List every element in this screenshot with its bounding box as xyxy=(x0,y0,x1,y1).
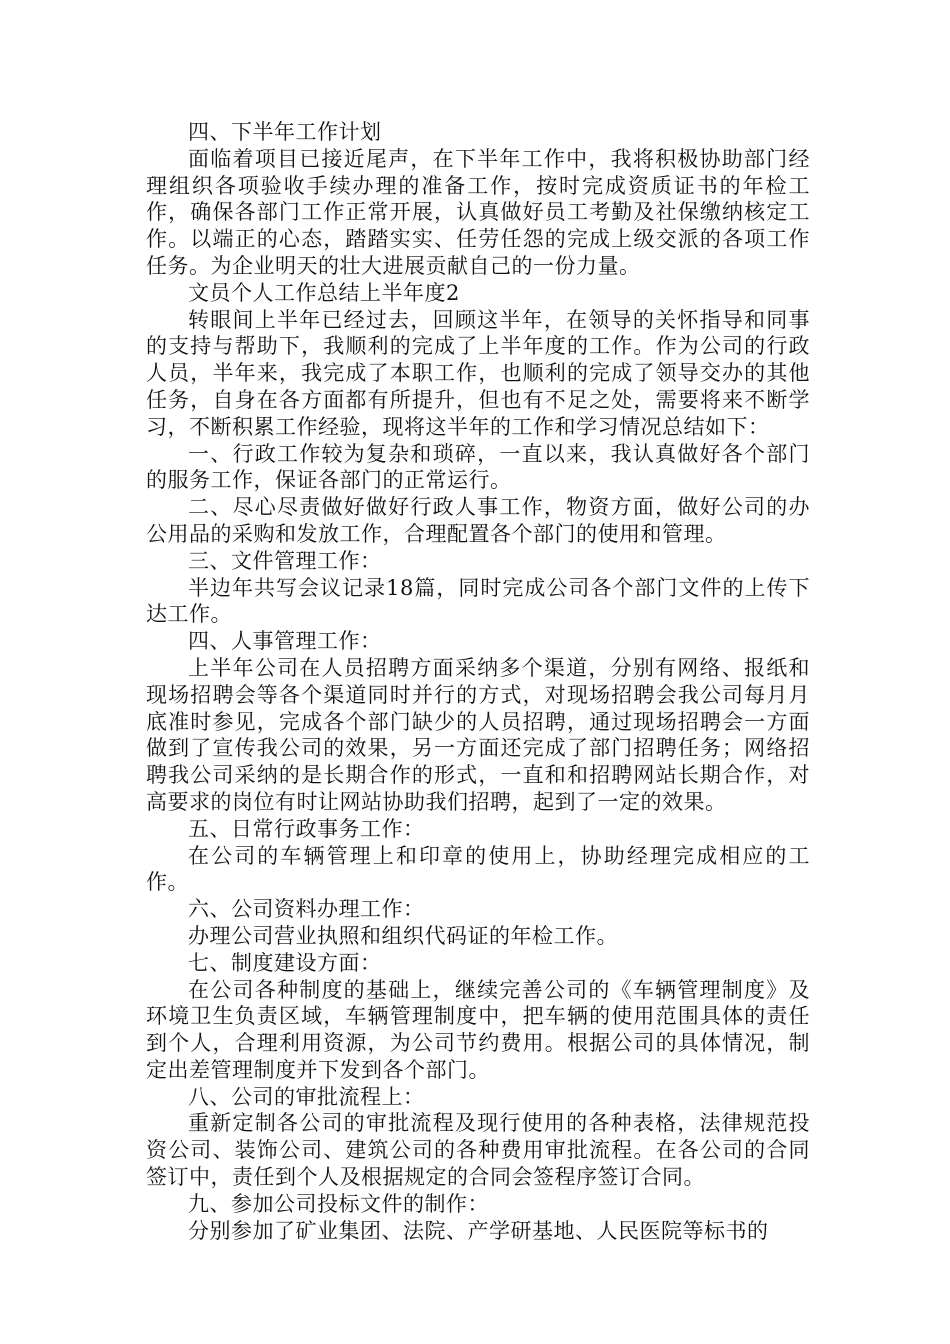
paragraph: 重新定制各公司的审批流程及现行使用的各种表格，法律规范投资公司、装饰公司、建筑公司的各种费用审批流程。在各公司的合同签订中，责任到个人及根据规定的合同会签程序签订合同。 xyxy=(146,1111,810,1190)
section-heading-plan: 四、下半年工作计划 xyxy=(188,120,382,144)
section-heading: 七、制度建设方面： xyxy=(188,950,382,975)
paragraph: 在公司各种制度的基础上，继续完善公司的《车辆管理制度》及环境卫生负责区域，车辆管理制度中，把车辆的使用范围具体的责任到个人，合理利用资源，为公司节约费用。根据公司的具体情况，制定出差管理制度并下发到各个部门。 xyxy=(146,977,810,1082)
paragraph: 上半年公司在人员招聘方面采纳多个渠道，分别有网络、报纸和现场招聘会等各个渠道同时并行的方式，对现场招聘会我公司每月月底准时参见，完成各个部门缺少的人员招聘，通过现场招聘会一方面做到了宣传我公司的效果，另一方面还完成了部门招聘任务；网络招聘我公司采纳的是长期合作的形式，一直和和招聘网站长期合作，对高要求的岗位有时让网站协助我们招聘，起到了一定的效果。 xyxy=(146,655,810,814)
section-heading: 八、公司的审批流程上： xyxy=(188,1084,425,1109)
paragraph: 办理公司营业执照和组织代码证的年检工作。 xyxy=(188,923,618,948)
section-heading: 五、日常行政事务工作： xyxy=(188,816,425,841)
paragraph: 面临着项目已接近尾声，在下半年工作中，我将积极协助部门经理组织各项验收手续办理的准备工作，按时完成资质证书的年检工作，确保各部门工作正常开展，认真做好员工考勤及社保缴纳核定工作。以端正的心态，踏踏实实、任劳任怨的完成上级交派的各项工作任务。为企业明天的壮大进展贡献自己的一份力量。 xyxy=(146,146,810,278)
paragraph: 分别参加了矿业集团、法院、产学研基地、人民医院等标书的 xyxy=(188,1218,769,1243)
paragraph: 转眼间上半年已经过去，回顾这半年，在领导的关怀指导和同事的支持与帮助下，我顺利的完成了上半年度的工作。作为公司的行政人员，半年来，我完成了本职工作，也顺利的完成了领导交办的其他任务，自身在各方面都有所提升，但也有不足之处，需要将来不断学习，不断积累工作经验，现将这半年的工作和学习情况总结如下： xyxy=(146,307,810,439)
section-heading: 三、文件管理工作： xyxy=(188,548,382,573)
section-heading: 四、人事管理工作： xyxy=(188,629,382,654)
section-heading: 九、参加公司投标文件的制作： xyxy=(188,1191,489,1216)
section-heading: 六、公司资料办理工作： xyxy=(188,897,425,922)
paragraph: 一、行政工作较为复杂和琐碎，一直以来，我认真做好各个部门的服务工作，保证各部门的正常运行。 xyxy=(146,441,810,493)
document-subtitle: 文员个人工作总结上半年度2 xyxy=(188,280,460,305)
document-body xyxy=(146,119,810,1244)
paragraph: 二、尽心尽责做好做好行政人事工作，物资方面，做好公司的办公用品的采购和发放工作，合理配置各个部门的使用和管理。 xyxy=(146,495,810,546)
paragraph: 在公司的车辆管理上和印章的使用上，协助经理完成相应的工作。 xyxy=(146,843,810,895)
paragraph: 半边年共写会议记录18篇，同时完成公司各个部门文件的上传下达工作。 xyxy=(146,575,810,627)
